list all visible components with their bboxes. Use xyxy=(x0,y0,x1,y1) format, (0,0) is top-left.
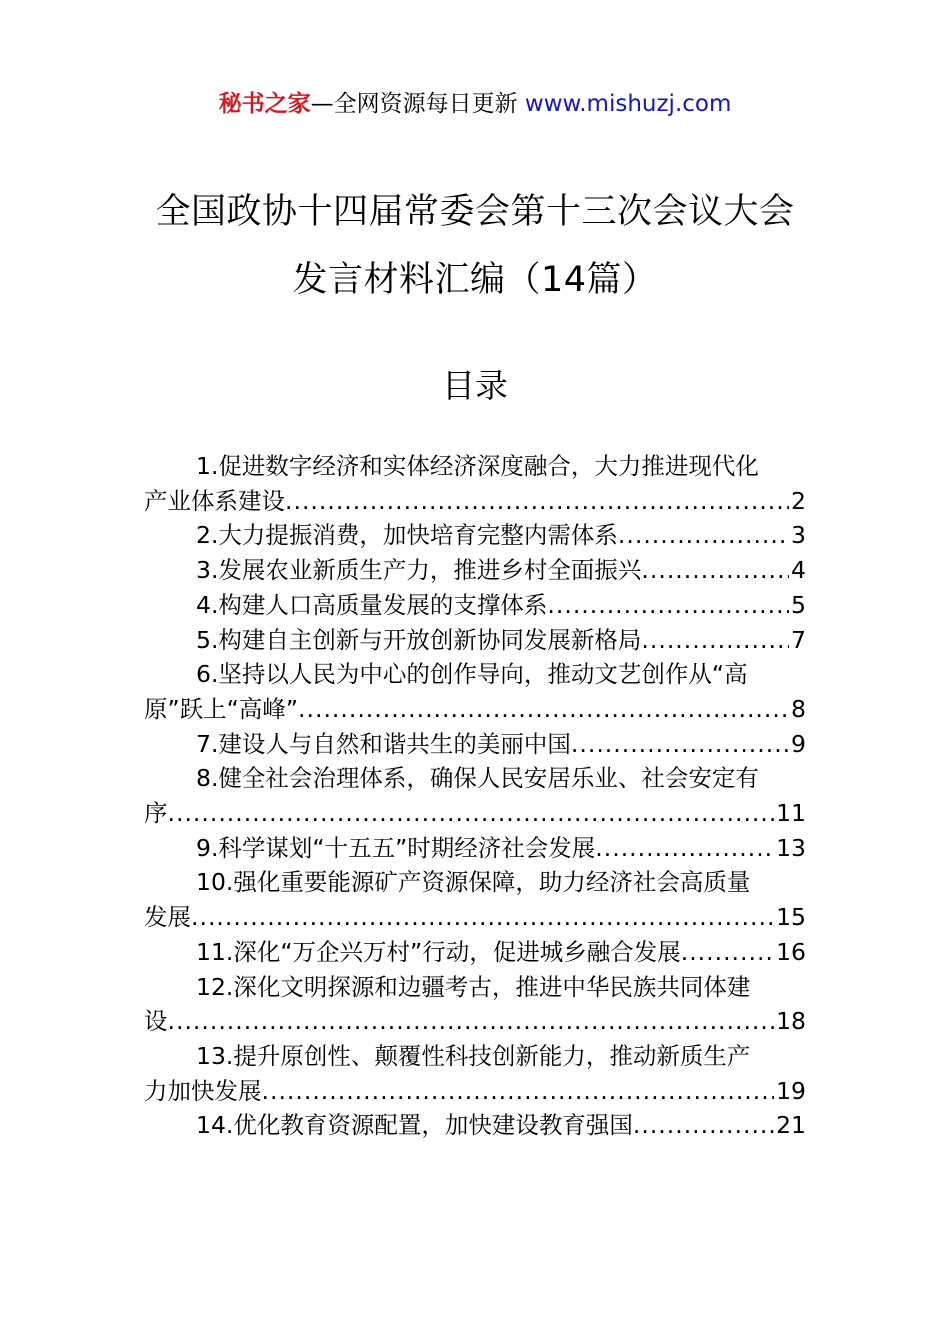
toc-entry[interactable] xyxy=(144,623,806,658)
toc-leader-dots xyxy=(285,484,789,519)
toc-entry[interactable] xyxy=(144,518,806,553)
toc-entry[interactable] xyxy=(144,865,806,934)
toc-entry-title: 9.科学谋划“十五五”时期经济社会发展 xyxy=(196,833,596,862)
toc-page-number: 19 xyxy=(776,1076,806,1105)
toc-leader-dots xyxy=(633,1108,774,1143)
brand-name: 秘书之家 xyxy=(218,91,311,117)
toc-entry[interactable] xyxy=(144,553,806,588)
toc-entry-title-continued: 序 xyxy=(144,799,168,828)
document-title-line-1: 全国政协十四届常委会第十三次会议大会 xyxy=(155,192,795,232)
toc-page-number: 5 xyxy=(791,590,806,619)
table-of-contents xyxy=(144,449,806,1143)
toc-entry[interactable] xyxy=(144,970,806,1039)
toc-entry-title: 3.发展农业新质生产力，推进乡村全面振兴 xyxy=(196,556,642,585)
toc-leader-dots xyxy=(168,796,775,831)
toc-entry[interactable] xyxy=(144,831,806,866)
toc-entry-title-continued: 产业体系建设 xyxy=(144,486,285,515)
header-tagline: 全网资源每日更新 xyxy=(333,91,518,117)
toc-page-number: 11 xyxy=(776,799,806,828)
toc-entry[interactable] xyxy=(144,1108,806,1143)
toc-page-number: 18 xyxy=(776,1007,806,1036)
toc-leader-dots xyxy=(595,831,774,866)
toc-entry[interactable] xyxy=(144,1039,806,1108)
toc-entry-title-continued: 原”跃上“高峰” xyxy=(144,694,299,723)
toc-leader-dots xyxy=(571,727,789,762)
toc-leader-dots xyxy=(191,900,774,935)
site-url-link[interactable]: www.mishuzj.com xyxy=(524,91,732,117)
toc-entry-title: 7.建设人与自然和谐共生的美丽中国 xyxy=(196,729,571,758)
toc-page-number: 3 xyxy=(791,521,806,550)
site-header xyxy=(0,88,950,120)
toc-heading: 目录 xyxy=(442,366,508,405)
header-dash: — xyxy=(310,91,334,117)
toc-page-number: 4 xyxy=(791,556,806,585)
toc-entry-title: 13.提升原创性、颠覆性科技创新能力，推动新质生产 xyxy=(196,1041,751,1070)
toc-entry-title: 11.深化“万企兴万村”行动，促进城乡融合发展 xyxy=(196,937,681,966)
toc-page-number: 2 xyxy=(791,486,806,515)
toc-leader-dots xyxy=(298,692,789,727)
toc-entry-title: 4.构建人口高质量发展的支撑体系 xyxy=(196,590,548,619)
toc-entry[interactable] xyxy=(144,935,806,970)
toc-entry-title: 12.深化文明探源和边疆考古，推进中华民族共同体建 xyxy=(196,972,751,1001)
toc-leader-dots xyxy=(262,1074,775,1109)
toc-entry-title: 6.坚持以人民为中心的创作导向，推动文艺创作从“高 xyxy=(196,660,748,689)
toc-leader-dots xyxy=(618,518,789,553)
toc-entry-title-continued: 设 xyxy=(144,1007,168,1036)
toc-entry-title-continued: 发展 xyxy=(144,903,191,932)
toc-leader-dots xyxy=(168,1004,775,1039)
toc-leader-dots xyxy=(681,935,774,970)
toc-page-number: 13 xyxy=(776,833,806,862)
toc-entry-title: 1.促进数字经济和实体经济深度融合，大力推进现代化 xyxy=(196,452,759,480)
toc-entry-title: 2.大力提振消费，加快培育完整内需体系 xyxy=(196,521,618,550)
toc-leader-dots xyxy=(547,588,789,623)
toc-page-number: 9 xyxy=(791,729,806,758)
toc-page-number: 7 xyxy=(791,625,806,654)
toc-leader-dots xyxy=(641,553,789,588)
toc-page-number: 8 xyxy=(791,694,806,723)
toc-entry-title: 14.优化教育资源配置，加快建设教育强国 xyxy=(196,1111,633,1140)
document-title-line-2: 发言材料汇编（14篇） xyxy=(292,260,658,300)
toc-page-number: 15 xyxy=(776,903,806,932)
toc-entry[interactable] xyxy=(144,588,806,623)
toc-entry[interactable] xyxy=(144,727,806,762)
toc-entry-title: 10.强化重要能源矿产资源保障，助力经济社会高质量 xyxy=(196,868,751,897)
toc-page-number: 21 xyxy=(776,1111,806,1140)
toc-entry-title-continued: 力加快发展 xyxy=(144,1076,262,1105)
toc-entry[interactable] xyxy=(144,761,806,830)
toc-entry[interactable] xyxy=(144,449,806,518)
toc-leader-dots xyxy=(641,623,789,658)
toc-entry[interactable] xyxy=(144,657,806,726)
toc-entry-title: 8.健全社会治理体系，确保人民安居乐业、社会安定有 xyxy=(196,764,759,793)
toc-entry-title: 5.构建自主创新与开放创新协同发展新格局 xyxy=(196,625,642,654)
toc-page-number: 16 xyxy=(776,937,806,966)
